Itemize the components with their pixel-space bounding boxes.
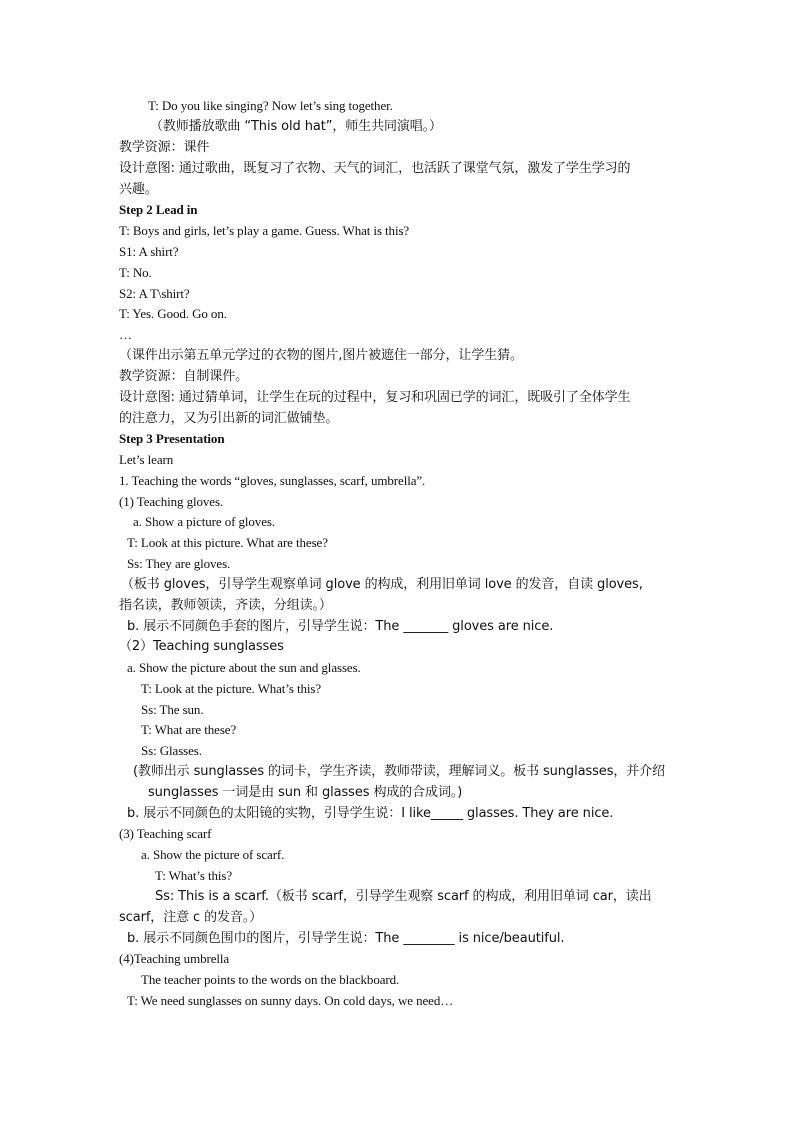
text-line: b. 展示不同颜色的太阳镜的实物，引导学生说：I like_____ glasses. They are nice.: [127, 806, 614, 821]
text-line: b. 展示不同颜色围巾的图片，引导学生说：The ________ is nice/beautiful.: [127, 931, 565, 946]
text-line: S2: A T\shirt?: [119, 286, 190, 301]
text-line: T: Look at this picture. What are these?: [127, 535, 328, 550]
text-line: Ss: They are gloves.: [127, 556, 231, 571]
text-line: T: Do you like singing? Now let’s sing together.: [148, 98, 393, 113]
text-line: a. Show the picture of scarf.: [141, 847, 285, 862]
text-line: （教师播放歌曲 “This old hat”，师生共同演唱。）: [150, 119, 442, 134]
section-heading: Step 3 Presentation: [119, 431, 225, 446]
text-line: T: Boys and girls, let’s play a game. Guess. What is this?: [119, 223, 410, 238]
text-line: （课件出示第五单元学过的衣物的图片,图片被遮住一部分，让学生猜。: [119, 348, 523, 363]
text-line: 教学资源：自制课件。: [119, 369, 249, 384]
text-line: b. 展示不同颜色手套的图片，引导学生说：The _______ gloves are nice.: [127, 619, 554, 634]
section-heading: Step 2 Lead in: [119, 202, 198, 217]
text-line: T: What are these?: [141, 722, 237, 737]
text-line: 1. Teaching the words “gloves, sunglasses, scarf, umbrella”.: [119, 473, 426, 488]
text-line: T: Yes. Good. Go on.: [119, 306, 227, 321]
text-line: a. Show a picture of gloves.: [133, 514, 275, 529]
text-line: T: What’s this?: [155, 868, 233, 883]
text-line: The teacher points to the words on the blackboard.: [141, 972, 400, 987]
text-line: （板书 gloves，引导学生观察单词 glove 的构成，利用旧单词 love 的发音，自读 gloves,: [121, 577, 643, 592]
text-line: (1) Teaching gloves.: [119, 494, 224, 509]
text-line: 设计意图: 通过猜单词，让学生在玩的过程中，复习和巩固已学的词汇，既吸引了全体学生: [119, 390, 631, 405]
text-line: …: [119, 327, 132, 342]
text-line: 设计意图: 通过歌曲，既复习了衣物、天气的词汇，也活跃了课堂气氛，激发了学生学习的: [119, 161, 631, 176]
text-line: 教学资源：课件: [119, 140, 210, 155]
text-line: sunglasses 一词是由 sun 和 glasses 构成的合成词。): [148, 785, 463, 800]
text-line: 兴趣。: [119, 182, 158, 197]
text-line: （2）Teaching sunglasses: [119, 639, 284, 654]
text-line: scarf，注意 c 的发音。）: [119, 910, 263, 925]
text-line: T: We need sunglasses on sunny days. On cold days, we need…: [127, 993, 454, 1008]
text-line: a. Show the picture about the sun and glasses.: [127, 660, 361, 675]
text-line: Ss: Glasses.: [141, 743, 202, 758]
text-line: T: Look at the picture. What’s this?: [141, 681, 321, 696]
text-line: 的注意力，又为引出新的词汇做铺垫。: [119, 411, 339, 426]
text-line: (4)Teaching umbrella: [119, 951, 230, 966]
text-line: Ss: The sun.: [141, 702, 204, 717]
text-line: 指名读，教师领读，齐读，分组读。）: [119, 598, 332, 613]
text-line: (教师出示 sunglasses 的词卡，学生齐读，教师带读，理解词义。板书 sunglasses，并介绍: [133, 764, 665, 779]
text-line: Let’s learn: [119, 452, 174, 467]
text-line: Ss: This is a scarf.（板书 scarf，引导学生观察 scarf 的构成，利用旧单词 car，读出: [155, 889, 652, 904]
text-line: T: No.: [119, 265, 152, 280]
text-line: (3) Teaching scarf: [119, 826, 212, 841]
text-line: S1: A shirt?: [119, 244, 179, 259]
